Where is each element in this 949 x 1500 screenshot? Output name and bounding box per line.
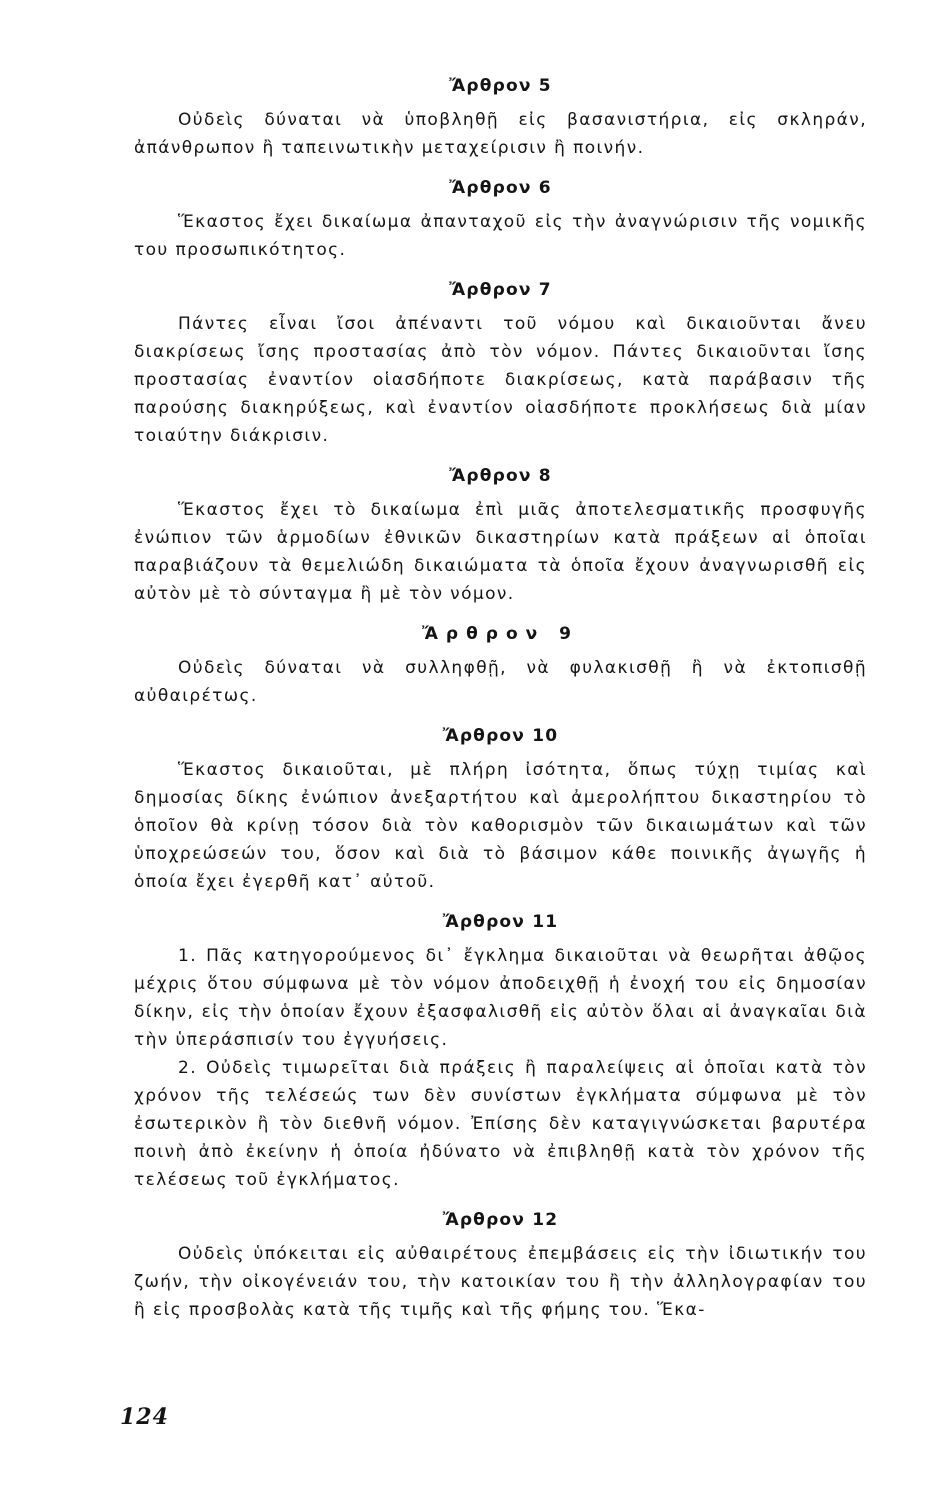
article-paragraph: 1. Πᾶς κατηγορούμενος δι᾽ ἔγκλημα δικαιοῦται νὰ θεωρῆται ἀθῷος μέχρις ὅτου σύμφωνα μὲ τὸν νόμον ἀποδειχθῇ ἡ ἐνοχή του εἰς δημοσίαν δίκην, εἰς τὴν ὁποίαν ἔχουν ἐξασφαλισθῆ εἰς αὐτὸν ὅλαι αἱ ἀναγκαῖαι διὰ τὴν ὑπεράσπισίν του ἐγγυήσεις. [134,946,867,1050]
text-column [134,74,867,1338]
article-6 [134,176,867,264]
article-7 [134,278,867,450]
article-heading: Ἄρθρον 9 [422,624,579,644]
article-heading: Ἄρθρον 12 [442,1210,559,1230]
article-paragraph: Ἕκαστος ἔχει δικαίωμα ἀπανταχοῦ εἰς τὴν ἀναγνώρισιν τῆς νομικῆς του προσωπικότητος. [134,212,867,260]
article-heading: Ἄρθρον 10 [442,726,559,746]
article-12 [134,1208,867,1324]
article-heading: Ἄρθρον 11 [442,912,559,932]
article-heading: Ἄρθρον 8 [449,466,552,486]
article-5 [134,74,867,162]
article-heading: Ἄρθρον 5 [449,76,552,96]
article-paragraph: Οὐδεὶς ὑπόκειται εἰς αὐθαιρέτους ἐπεμβάσεις εἰς τὴν ἰδιωτικήν του ζωήν, τὴν οἰκογένειάν του, τὴν κατοικίαν του ἢ τὴν ἀλληλογραφίαν του ἢ εἰς προσβολὰς κατὰ τῆς τιμῆς καὶ τῆς φήμης του. Ἕκα- [134,1244,867,1320]
article-8 [134,464,867,608]
article-10 [134,724,867,896]
article-paragraph: 2. Οὐδεὶς τιμωρεῖται διὰ πράξεις ἢ παραλείψεις αἱ ὁποῖαι κατὰ τὸν χρόνον τῆς τελέσεώς των δὲν συνίστων ἐγκλήματα σύμφωνα μὲ τὸν ἐσωτερικὸν ἢ τὸν διεθνῆ νόμον. Ἐπίσης δὲν καταγιγνώσκεται βαρυτέρα ποινὴ ἀπὸ ἐκείνην ἡ ὁποία ἠδύνατο νὰ ἐπιβληθῇ κατὰ τὸν χρόνον τῆς τελέσεως τοῦ ἐγκλήματος. [134,1058,867,1190]
article-paragraph: Οὐδεὶς δύναται νὰ ὑποβληθῇ εἰς βασανιστήρια, εἰς σκληράν, ἀπάνθρωπον ἢ ταπεινωτικὴν μεταχείρισιν ἢ ποινήν. [134,110,867,158]
article-11 [134,910,867,1194]
article-heading: Ἄρθρον 6 [449,178,552,198]
article-paragraph: Ἕκαστος ἔχει τὸ δικαίωμα ἐπὶ μιᾶς ἀποτελεσματικῆς προσφυγῆς ἐνώπιον τῶν ἁρμοδίων ἐθνικῶν δικαστηρίων κατὰ πράξεων αἱ ὁποῖαι παραβιάζουν τὰ θεμελιώδη δικαιώματα τὰ ὁποῖα ἔχουν ἀναγνωρισθῆ εἰς αὐτὸν μὲ τὸ σύνταγμα ἢ μὲ τὸν νόμον. [134,500,867,604]
article-9 [134,622,867,710]
article-paragraph: Ἕκαστος δικαιοῦται, μὲ πλήρη ἰσότητα, ὅπως τύχῃ τιμίας καὶ δημοσίας δίκης ἐνώπιον ἀνεξαρτήτου καὶ ἀμερολήπτου δικαστηρίου τὸ ὁποῖον θὰ κρίνῃ τόσον διὰ τὸν καθορισμὸν τῶν δικαιωμάτων καὶ τῶν ὑποχρεώσεών του, ὅσον καὶ διὰ τὸ βάσιμον κάθε ποινικῆς ἀγωγῆς ἡ ὁποία ἔχει ἐγερθῆ κατ᾽ αὐτοῦ. [134,760,867,892]
article-paragraph: Οὐδεὶς δύναται νὰ συλληφθῇ, νὰ φυλακισθῇ ἢ νὰ ἐκτοπισθῇ αὐθαιρέτως. [134,658,867,706]
article-paragraph: Πάντες εἶναι ἴσοι ἀπέναντι τοῦ νόμου καὶ δικαιοῦνται ἄνευ διακρίσεως ἴσης προστασίας ἀπὸ τὸν νόμον. Πάντες δικαιοῦνται ἴσης προστασίας ἐναντίον οἱασδήποτε διακρίσεως, κατὰ παράβασιν τῆς παρούσης διακηρύξεως, καὶ ἐναντίον οἱασδήποτε προκλήσεως διὰ μίαν τοιαύτην διάκρισιν. [134,314,867,446]
article-heading: Ἄρθρον 7 [449,280,552,300]
page-number: 124 [120,1404,169,1430]
